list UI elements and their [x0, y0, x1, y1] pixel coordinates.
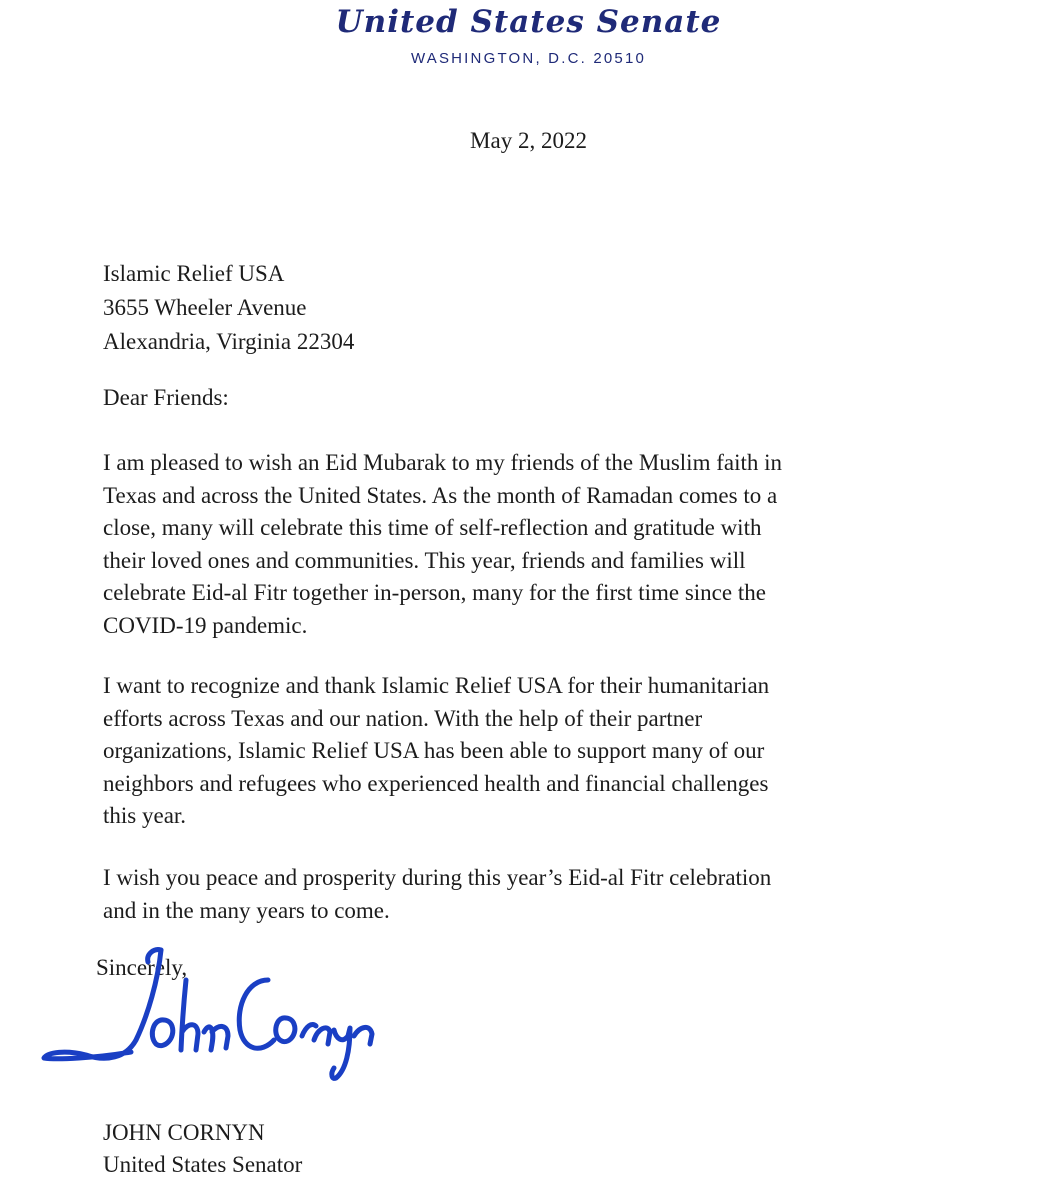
paragraph-line: their loved ones and communities. This year, friends and families will: [103, 547, 746, 573]
body-paragraph: [103, 447, 782, 642]
paragraph-line: close, many will celebrate this time of self-reflection and gratitude with: [103, 515, 762, 540]
paragraph-line: this year.: [103, 803, 187, 828]
recipient-line: Islamic Relief USA: [103, 261, 285, 286]
paragraph-line: I wish you peace and prosperity during this year’s Eid-al Fitr celebration: [103, 865, 772, 890]
recipient-line: 3655 Wheeler Avenue: [103, 295, 307, 320]
handwritten-signature: [36, 940, 416, 1120]
paragraph-line: I am pleased to wish an Eid Mubarak to my friends of the Muslim faith in: [103, 450, 783, 475]
paragraph-line: efforts across Texas and our nation. With the help of their partner: [103, 705, 703, 731]
letter-date: May 2, 2022: [470, 128, 587, 153]
body-paragraph: [103, 670, 769, 833]
body-paragraph: [103, 862, 771, 927]
paragraph-line: Texas and across the United States. As the month of Ramadan comes to a: [103, 482, 778, 508]
salutation: Dear Friends:: [103, 385, 229, 410]
paragraph-line: and in the many years to come.: [103, 897, 390, 923]
paragraph-line: organizations, Islamic Relief USA has been able to support many of our: [103, 738, 765, 763]
letterhead-address: WASHINGTON, D.C. 20510: [410, 50, 647, 67]
recipient-address-block: [103, 257, 354, 359]
closing: Sincerely,: [96, 955, 188, 980]
paragraph-line: celebrate Eid-al Fitr together in-person, many for the first time since the: [103, 580, 766, 605]
signer-name: JOHN CORNYN: [103, 1120, 265, 1145]
paragraph-line: COVID-19 pandemic.: [103, 612, 308, 638]
letterhead-title: United States Senate: [335, 4, 722, 40]
paragraph-line: neighbors and refugees who experienced health and financial challenges: [103, 770, 769, 796]
paragraph-line: I want to recognize and thank Islamic Relief USA for their humanitarian: [103, 673, 770, 698]
signer-title: United States Senator: [103, 1152, 303, 1177]
recipient-line: Alexandria, Virginia 22304: [103, 329, 355, 354]
